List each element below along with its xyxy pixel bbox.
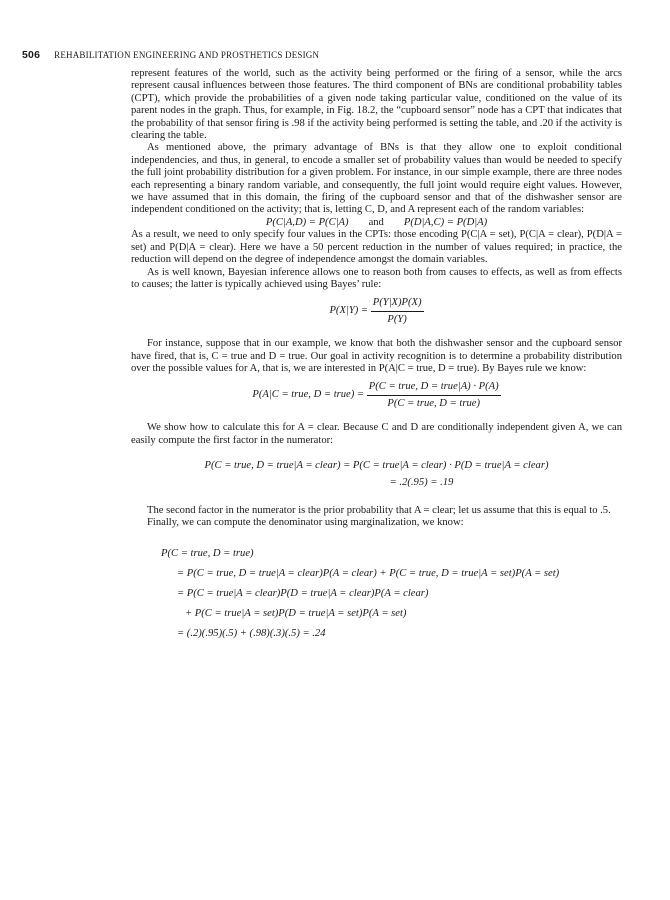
paragraph-1: represent features of the world, such as the activity being performed or the firing of a sensor, while the arcs represent causal influences between those features. The third component of BNs are conditional probability tables (CPT), which provide the probabilities of a given node taking particular value, conditioned on the value of its parent nodes in the graph. Thus, for example, in Fig. 18.2, the “cupboard sensor” node has a CPT that indicates that the probability of that sensor firing is .98 if the activity being performed is setting the table, and .20 if the activity is clearing the table. [131,68,622,142]
equation-independence [131,217,622,229]
equation-independence-left: P(C|A,D) = P(C|A) [265,216,349,228]
marginalization-line-4: + P(C = true|A = set)P(D = true|A = set)P(A = set) [185,607,407,619]
marginalization-line-3: = P(C = true|A = clear)P(D = true|A = clear)P(A = clear) [177,587,429,599]
equation-marginalization [161,544,622,644]
bayes-numerator: P(Y|X)P(X) [371,297,424,311]
equation-first-factor [131,460,622,490]
marginalization-line-1: P(C = true, D = true) [161,547,254,559]
marginalization-line-5: = (.2)(.95)(.5) + (.98)(.3)(.5) = .24 [177,627,326,639]
paragraph-5: For instance, suppose that in our example, we know that both the dishwasher sensor and the cupboard sensor have fired, that is, C = true and D = true. Our goal in activity recognition is to determine a probability distribution over the possible values for A, that is, we are interested in P(A|C = true, D = true). By Bayes rule we know: [131,338,622,374]
paragraph-6: We show how to calculate this for A = clear. Because C and D are conditionally independent given A, we can easily compute the first factor in the numerator: [131,422,622,446]
paragraph-3: As a result, we need to only specify four values in the CPTs: those encoding P(C|A = set), P(C|A = clear), P(D|A = set) and P(D|A = clear). Here we have a 50 percent reduction in the number of values required; in practice, the reduction will depend on the degree of independence amongst the domain variables. [131,229,622,266]
bayes-fraction [371,297,424,326]
body-text [131,68,622,644]
bayes-denominator: P(Y) [387,313,407,325]
page-number: 506 [22,49,41,61]
bayes-lhs: P(X|Y) = [329,305,369,317]
equation-bayes-rule [131,297,622,326]
paragraph-2: As mentioned above, the primary advantage of BNs is that they allow one to exploit conditional independencies, and thus, in general, to encode a smaller set of probability values than would be needed to specify the full joint probability distribution for a given problem. For instance, in our simple example, there are three nodes each representing a binary random variable, and consequently, the full joint would require eight values. However, we have assumed that in this domain, the firing of the cupboard sensor and that of the dishwasher sensor are independent conditioned on the activity; that is, letting C, D, and A represent each of the random variables: [131,142,622,216]
running-title: REHABILITATION ENGINEERING AND PROSTHETICS DESIGN [54,50,320,60]
running-header [22,49,622,61]
equation-independence-right: P(D|A,C) = P(D|A) [403,216,488,228]
first-factor-line-1: P(C = true, D = true|A = clear) = P(C = true|A = clear) · P(D = true|A = clear) [204,459,549,471]
equation-bayes-activity [131,381,622,410]
marginalization-line-2: = P(C = true, D = true|A = clear)P(A = clear) + P(C = true, D = true|A = set)P(A = set) [177,567,560,579]
paragraph-7: The second factor in the numerator is the prior probability that A = clear; let us assume that this is equal to .5. [147,504,611,516]
equation-and: and [368,216,384,228]
first-factor-line-2: = .2(.95) = .19 [389,477,454,489]
bayes-activity-fraction [367,381,501,410]
paragraph-4: As is well known, Bayesian inference allows one to reason both from causes to effects, as well as from effects to causes; the latter is typically achieved using Bayes’ rule: [131,266,622,290]
bayes-activity-denominator: P(C = true, D = true) [387,397,480,409]
paragraph-8: Finally, we can compute the denominator using marginalization, we know: [147,517,464,529]
bayes-activity-numerator: P(C = true, D = true|A) · P(A) [367,381,501,395]
bayes-activity-lhs: P(A|C = true, D = true) = [252,389,365,401]
